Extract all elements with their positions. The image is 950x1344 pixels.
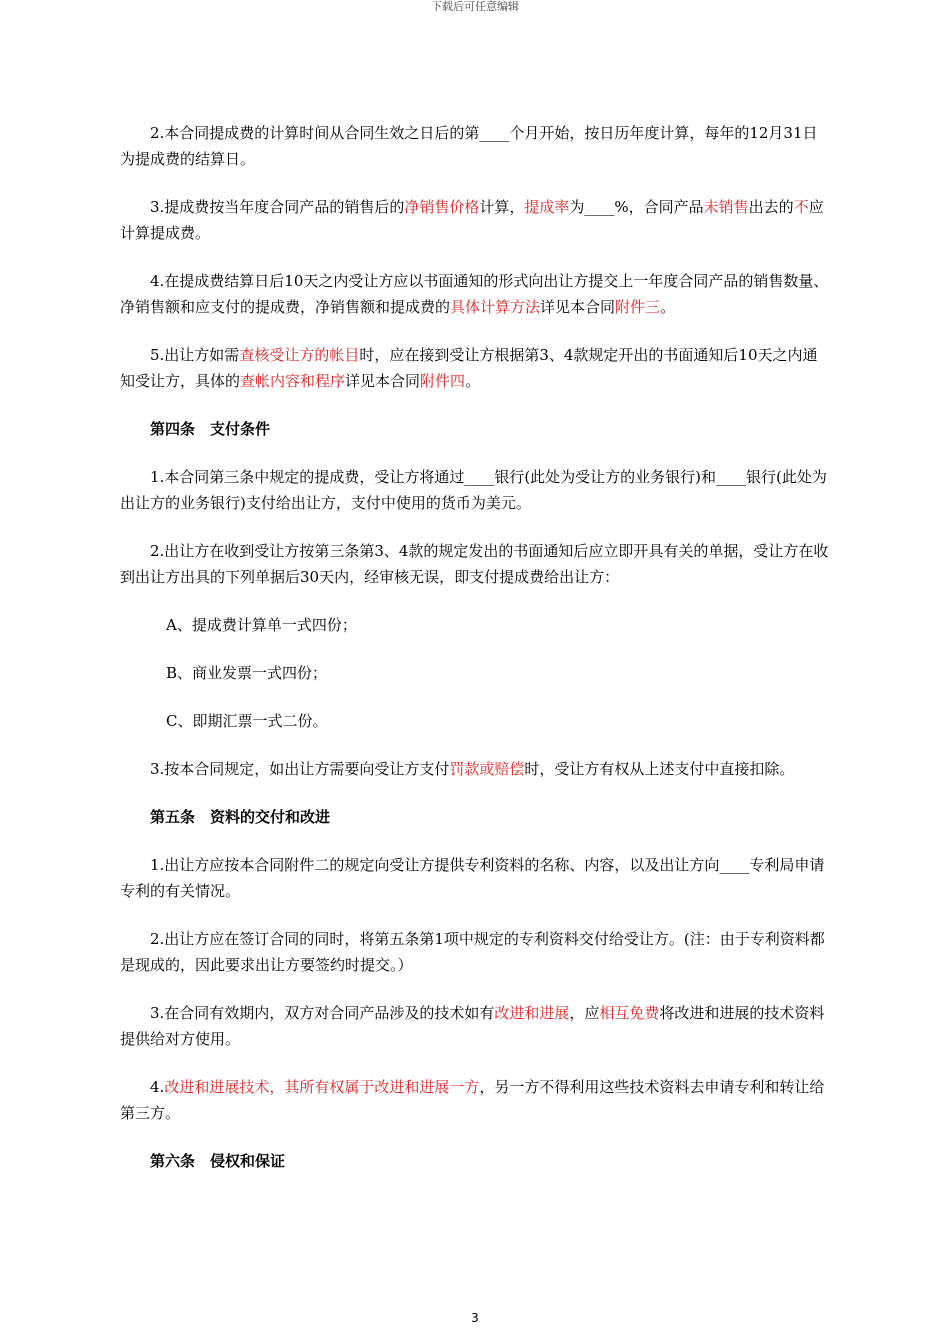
document-body: [120, 120, 832, 1196]
page-header: 下载后可任意编辑: [431, 0, 519, 13]
clause-3-5: 5.出让方如需查核受让方的帐目时，应在接到受让方根据第3、4款规定开出的书面通知后10天之内通知受让方，具体的查帐内容和程序详见本合同附件四。: [120, 346, 818, 390]
clause-4-3: 3.按本合同规定，如出让方需要向受让方支付罚款或赔偿时，受让方有权从上述支付中直接扣除。: [150, 760, 795, 778]
clause-3-3: 3.提成费按当年度合同产品的销售后的净销售价格计算，提成率为____%，合同产品未销售出去的不应计算提成费。: [120, 198, 824, 242]
clause-5-4: 4.改进和进展技术，其所有权属于改进和进展一方，另一方不得利用这些技术资料去申请专利和转让给第三方。: [120, 1078, 825, 1122]
section-4-title: 第四条 支付条件: [150, 420, 271, 438]
list-item: C、即期汇票一式二份。: [166, 712, 328, 730]
list-item: A、提成费计算单一式四份；: [166, 616, 357, 634]
clause-3-4: 4.在提成费结算日后10天之内受让方应以书面通知的形式向出让方提交上一年度合同产品的销售数量、净销售额和应支付的提成费，净销售额和提成费的具体计算方法详见本合同附件三。: [120, 272, 829, 316]
clause-5-2: 2.出让方应在签订合同的同时，将第五条第1项中规定的专利资料交付给受让方。(注：由于专利资料都是现成的，因此要求出让方要签约时提交。）: [120, 930, 825, 974]
section-5-title: 第五条 资料的交付和改进: [150, 808, 331, 826]
list-item: B、商业发票一式四份；: [166, 664, 328, 682]
clause-4-1: 1.本合同第三条中规定的提成费，受让方将通过____银行(此处为受让方的业务银行)和____银行(此处为出让方的业务银行)支付给出让方，支付中使用的货币为美元。: [120, 468, 827, 512]
page-number: 3: [471, 1311, 479, 1325]
clause-5-1: 1.出让方应按本合同附件二的规定向受让方提供专利资料的名称、内容，以及出让方向____专利局申请专利的有关情况。: [120, 856, 825, 900]
section-6-title: 第六条 侵权和保证: [150, 1152, 286, 1170]
clause-4-2: 2.出让方在收到受让方按第三条第3、4款的规定发出的书面通知后应立即开具有关的单据，受让方在收到出让方出具的下列单据后30天内，经审核无误，即支付提成费给出让方：: [120, 542, 829, 586]
clause-5-3: 3.在合同有效期内，双方对合同产品涉及的技术如有改进和进展，应相互免费将改进和进展的技术资料提供给对方使用。: [120, 1004, 825, 1048]
clause-3-2: 2.本合同提成费的计算时间从合同生效之日后的第____个月开始，按日历年度计算，每年的12月31日为提成费的结算日。: [120, 124, 818, 168]
